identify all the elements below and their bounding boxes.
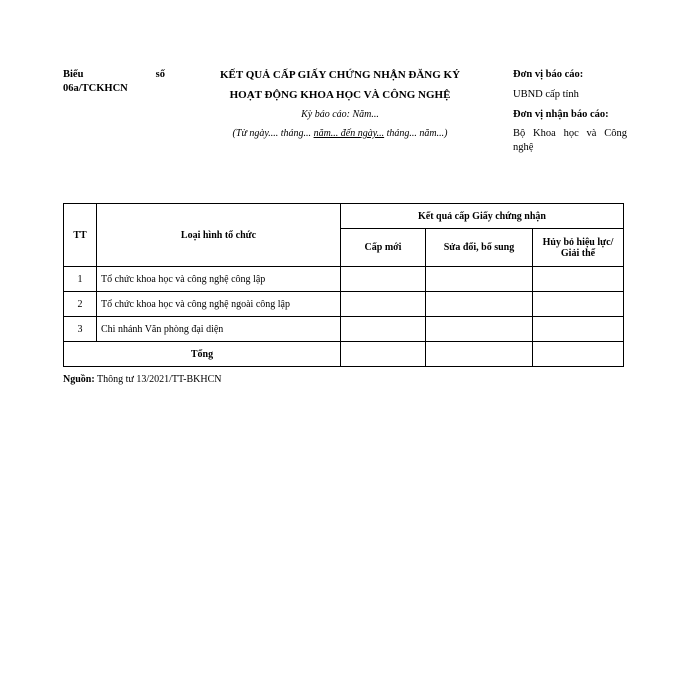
range-part3: tháng... năm...) xyxy=(384,128,448,139)
row-org-type: Tổ chức khoa học và công nghệ ngoài công lập xyxy=(97,292,341,317)
cell-revoke xyxy=(533,317,624,342)
row-org-type: Chi nhánh Văn phòng đại diện xyxy=(97,317,341,342)
reporting-date-range xyxy=(200,128,480,139)
report-title-line2: HOẠT ĐỘNG KHOA HỌC VÀ CÔNG NGHỆ xyxy=(229,89,451,101)
header-new: Cấp mới xyxy=(341,229,426,267)
receiving-unit-value-line2: nghệ xyxy=(513,142,534,153)
header-tt: TT xyxy=(64,204,97,267)
row-number: 1 xyxy=(64,267,97,292)
form-code: 06a/TCKHCN xyxy=(63,83,128,94)
cell-new xyxy=(341,292,426,317)
total-edit xyxy=(426,342,533,367)
row-org-type: Tổ chức khoa học và công nghệ công lập xyxy=(97,267,341,292)
source-text: Thông tư 13/2021/TT-BKHCN xyxy=(94,374,222,385)
cell-revoke xyxy=(533,292,624,317)
receiving-unit-value-line1: Bộ Khoa học và Công xyxy=(513,128,627,139)
report-title-line1: KẾT QUẢ CẤP GIẤY CHỨNG NHẬN ĐĂNG KÝ xyxy=(219,69,461,81)
report-table xyxy=(63,203,624,367)
cell-revoke xyxy=(533,267,624,292)
form-word-bieu: Biểu xyxy=(63,69,84,80)
cell-edit xyxy=(426,317,533,342)
header-edit: Sửa đổi, bổ sung xyxy=(426,229,533,267)
receiving-unit-label: Đơn vị nhận báo cáo: xyxy=(513,109,609,120)
reporting-unit-label: Đơn vị báo cáo: xyxy=(513,69,584,80)
table-row xyxy=(64,317,624,342)
total-label: Tổng xyxy=(64,342,341,367)
row-number: 3 xyxy=(64,317,97,342)
table-row xyxy=(64,292,624,317)
source-label: Nguồn: xyxy=(63,374,95,385)
cell-new xyxy=(341,267,426,292)
range-part2: năm... đến ngày... xyxy=(313,128,385,139)
header-revoke: Hủy bỏ hiệu lực/ Giải thể xyxy=(533,229,624,267)
cell-new xyxy=(341,317,426,342)
total-row xyxy=(64,342,624,367)
form-number-label xyxy=(63,69,165,80)
row-number: 2 xyxy=(64,292,97,317)
cell-edit xyxy=(426,267,533,292)
reporting-unit-value: UBND cấp tỉnh xyxy=(513,89,579,100)
header-result-group: Kết quả cấp Giấy chứng nhận xyxy=(341,204,624,229)
cell-edit xyxy=(426,292,533,317)
range-part1: (Từ ngày.... tháng... xyxy=(232,128,314,139)
table-row xyxy=(64,267,624,292)
form-word-so: số xyxy=(155,69,165,80)
source-note xyxy=(63,374,222,385)
header-org-type: Loại hình tổ chức xyxy=(97,204,341,267)
total-revoke xyxy=(533,342,624,367)
reporting-period: Kỳ báo cáo: Năm... xyxy=(301,109,379,120)
total-new xyxy=(341,342,426,367)
